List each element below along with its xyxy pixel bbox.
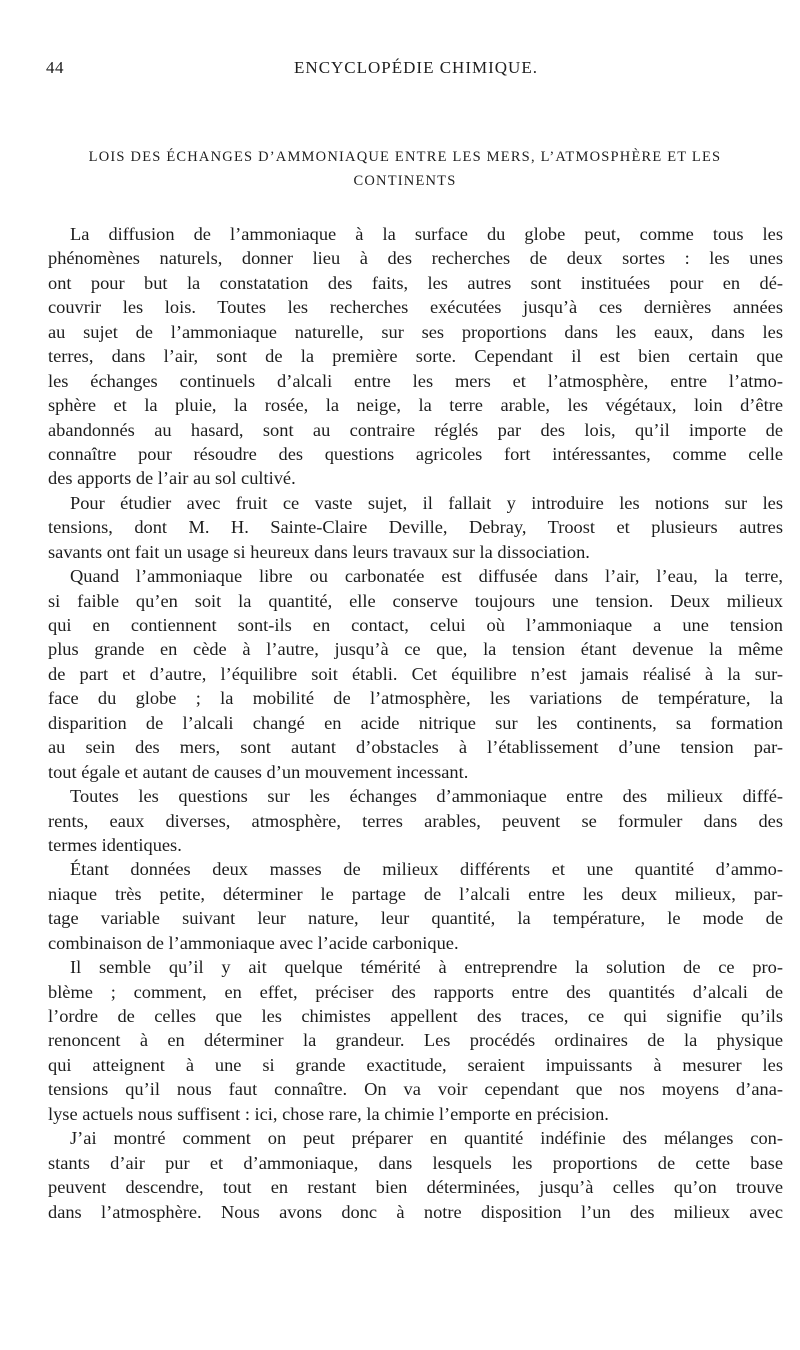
text-line: qui atteignent à une si grande exactitude, seraient impuissants à mesurer les <box>48 1054 783 1075</box>
text-line: Pour étudier avec fruit ce vaste sujet, il fallait y introduire les notions sur les <box>70 492 783 513</box>
text-line: au sujet de l’ammoniaque naturelle, sur ses proportions dans les eaux, dans les <box>48 321 783 342</box>
text-line: abandonnés au hasard, sont au contraire réglés par des lois, qu’il importe de <box>48 419 783 440</box>
text-line: termes identiques. <box>48 834 182 855</box>
text-line: face du globe ; la mobilité de l’atmosphère, les variations de température, la <box>48 688 783 709</box>
text-line: renoncent à en déterminer la grandeur. Les procédés ordinaires de la physique <box>48 1030 783 1051</box>
text-line: plus grande en cède à l’autre, jusqu’à ce que, la tension étant devenue la même <box>48 639 783 660</box>
text-line: sphère et la pluie, la rosée, la neige, la terre arable, les végétaux, loin d’être <box>48 395 783 416</box>
text-line: couvrir les lois. Toutes les recherches exécutées jusqu’à ces dernières années <box>48 297 783 318</box>
running-head <box>46 58 786 80</box>
text-line: tout égale et autant de causes d’un mouvement incessant. <box>48 761 469 782</box>
text-line: J’ai montré comment on peut préparer en quantité indéfinie des mélanges con- <box>70 1128 783 1149</box>
body-text <box>48 222 783 1224</box>
text-line: lyse actuels nous suffisent : ici, chose rare, la chimie l’emporte en précision. <box>48 1103 609 1124</box>
text-line: disparition de l’alcali changé en acide nitrique sur les continents, sa formation <box>48 712 783 733</box>
text-line: La diffusion de l’ammoniaque à la surface du globe peut, comme tous les <box>70 224 783 244</box>
text-line: ont pour but la constatation des faits, les autres sont instituées pour en dé- <box>48 272 783 293</box>
running-head-title: ENCYCLOPÉDIE CHIMIQUE. <box>294 58 538 77</box>
section-title-line: LOIS DES ÉCHANGES D’AMMONIAQUE ENTRE LES MERS, L’ATMOSPHÈRE ET LES <box>88 149 722 165</box>
text-line: des apports de l’air au sol cultivé. <box>48 468 296 489</box>
text-line: niaque très petite, déterminer le partage de l’alcali entre les deux milieux, par- <box>48 883 783 904</box>
text-line: terres, dans l’air, sont de la première sorte. Cependant il est bien certain que <box>48 346 783 367</box>
text-line: blème ; comment, en effet, préciser des rapports entre des quantités d’alcali de <box>48 981 783 1002</box>
text-line: l’ordre de celles que les chimistes appellent des traces, ce qui signifie qu’ils <box>48 1006 783 1026</box>
text-line: qui en contiennent sont-ils en contact, celui où l’ammoniaque a une tension <box>48 615 783 635</box>
section-title <box>50 145 760 193</box>
section-title-line: CONTINENTS <box>353 173 457 189</box>
text-line: si faible qu’en soit la quantité, elle conserve toujours une tension. Deux milieux <box>48 590 783 611</box>
text-line: stants d’air pur et d’ammoniaque, dans lesquels les proportions de cette base <box>48 1152 783 1173</box>
text-line: les échanges continuels d’alcali entre les mers et l’atmosphère, entre l’atmo- <box>48 370 783 391</box>
text-line: savants ont fait un usage si heureux dans leurs travaux sur la dissociation. <box>48 541 590 562</box>
text-line: dans l’atmosphère. Nous avons donc à notre disposition l’un des milieux avec <box>48 1201 783 1222</box>
text-line: Il semble qu’il y ait quelque témérité à entreprendre la solution de ce pro- <box>70 957 783 978</box>
text-line: Quand l’ammoniaque libre ou carbonatée est diffusée dans l’air, l’eau, la terre, <box>70 566 783 587</box>
page-number: 44 <box>46 58 64 77</box>
text-line: tensions, dont M. H. Sainte-Claire Deville, Debray, Troost et plusieurs autres <box>48 517 783 538</box>
text-line: tage variable suivant leur nature, leur quantité, la température, le mode de <box>48 908 783 929</box>
text-line: Toutes les questions sur les échanges d’ammoniaque entre des milieux diffé- <box>70 786 783 807</box>
text-line: rents, eaux diverses, atmosphère, terres arables, peuvent se formuler dans des <box>48 810 783 831</box>
text-line: phénomènes naturels, donner lieu à des recherches de deux sortes : les unes <box>48 248 783 269</box>
text-line: de part et d’autre, l’équilibre soit établi. Cet équilibre n’est jamais réalisé à la sur- <box>48 663 783 684</box>
text-line: connaître pour résoudre des questions agricoles fort intéressantes, comme celle <box>48 443 783 464</box>
text-line: au sein des mers, sont autant d’obstacles à l’établissement d’une tension par- <box>48 737 783 758</box>
text-line: peuvent descendre, tout en restant bien déterminées, jusqu’à celles qu’on trouve <box>48 1177 783 1198</box>
text-line: tensions qu’il nous faut connaître. On va voir cependant que nos moyens d’ana- <box>48 1079 783 1100</box>
text-line: Étant données deux masses de milieux différents et une quantité d’ammo- <box>70 859 783 880</box>
text-line: combinaison de l’ammoniaque avec l’acide carbonique. <box>48 932 459 953</box>
